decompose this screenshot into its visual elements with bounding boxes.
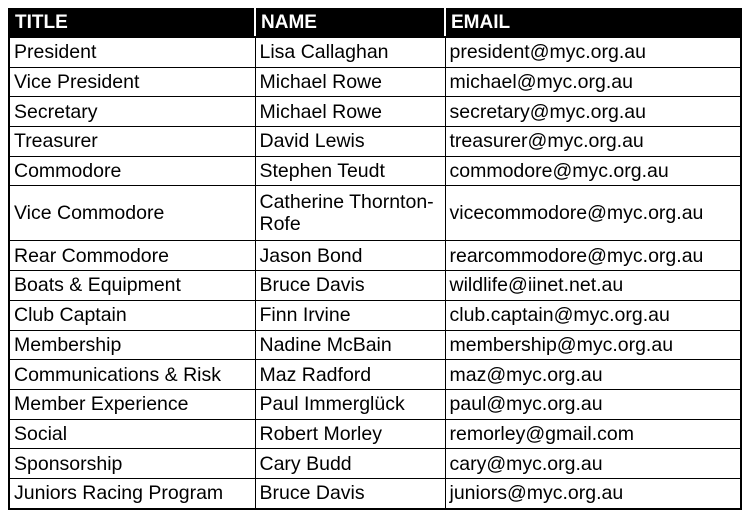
cell-email: cary@myc.org.au bbox=[445, 449, 741, 479]
table-row bbox=[9, 241, 741, 271]
cell-email: vicecommodore@myc.org.au bbox=[445, 186, 741, 241]
cell-email: rearcommodore@myc.org.au bbox=[445, 241, 741, 271]
cell-name: Robert Morley bbox=[255, 419, 445, 449]
cell-email: juniors@myc.org.au bbox=[445, 478, 741, 508]
cell-name: David Lewis bbox=[255, 127, 445, 157]
cell-title: Vice President bbox=[9, 67, 255, 97]
cell-email: president@myc.org.au bbox=[445, 37, 741, 67]
committee-table bbox=[8, 8, 742, 510]
table-row bbox=[9, 389, 741, 419]
table-row bbox=[9, 478, 741, 508]
cell-name: Maz Radford bbox=[255, 360, 445, 390]
cell-name: Jason Bond bbox=[255, 241, 445, 271]
table-row bbox=[9, 97, 741, 127]
cell-email: club.captain@myc.org.au bbox=[445, 300, 741, 330]
cell-name: Stephen Teudt bbox=[255, 156, 445, 186]
table-row bbox=[9, 37, 741, 67]
table-row bbox=[9, 186, 741, 241]
header-title: TITLE bbox=[9, 9, 255, 37]
cell-title: Membership bbox=[9, 330, 255, 360]
header-name: NAME bbox=[255, 9, 445, 37]
cell-title: Juniors Racing Program bbox=[9, 478, 255, 508]
cell-name: Bruce Davis bbox=[255, 271, 445, 301]
cell-title: Club Captain bbox=[9, 300, 255, 330]
table-row bbox=[9, 127, 741, 157]
table-row bbox=[9, 300, 741, 330]
cell-name: Michael Rowe bbox=[255, 97, 445, 127]
cell-title: Sponsorship bbox=[9, 449, 255, 479]
cell-email: paul@myc.org.au bbox=[445, 389, 741, 419]
table-row bbox=[9, 330, 741, 360]
cell-email: maz@myc.org.au bbox=[445, 360, 741, 390]
cell-title: Secretary bbox=[9, 97, 255, 127]
cell-title: Boats & Equipment bbox=[9, 271, 255, 301]
header-row bbox=[9, 9, 741, 37]
cell-title: Member Experience bbox=[9, 389, 255, 419]
cell-title: President bbox=[9, 37, 255, 67]
cell-title: Vice Commodore bbox=[9, 186, 255, 241]
cell-email: treasurer@myc.org.au bbox=[445, 127, 741, 157]
table-row bbox=[9, 156, 741, 186]
cell-email: michael@myc.org.au bbox=[445, 67, 741, 97]
cell-name: Nadine McBain bbox=[255, 330, 445, 360]
table-header bbox=[9, 9, 741, 37]
cell-email: remorley@gmail.com bbox=[445, 419, 741, 449]
table-row bbox=[9, 419, 741, 449]
cell-email: commodore@myc.org.au bbox=[445, 156, 741, 186]
cell-name: Michael Rowe bbox=[255, 67, 445, 97]
cell-title: Social bbox=[9, 419, 255, 449]
cell-name: Catherine Thornton-Rofe bbox=[255, 186, 445, 241]
cell-name: Lisa Callaghan bbox=[255, 37, 445, 67]
cell-name: Bruce Davis bbox=[255, 478, 445, 508]
cell-email: membership@myc.org.au bbox=[445, 330, 741, 360]
cell-name: Paul Immerglück bbox=[255, 389, 445, 419]
header-email: EMAIL bbox=[445, 9, 741, 37]
cell-title: Commodore bbox=[9, 156, 255, 186]
cell-title: Treasurer bbox=[9, 127, 255, 157]
cell-title: Rear Commodore bbox=[9, 241, 255, 271]
table-row bbox=[9, 449, 741, 479]
table-body bbox=[9, 37, 741, 509]
cell-name: Cary Budd bbox=[255, 449, 445, 479]
cell-email: secretary@myc.org.au bbox=[445, 97, 741, 127]
cell-name: Finn Irvine bbox=[255, 300, 445, 330]
table-row bbox=[9, 271, 741, 301]
cell-title: Communications & Risk bbox=[9, 360, 255, 390]
table-row bbox=[9, 67, 741, 97]
table-row bbox=[9, 360, 741, 390]
cell-email: wildlife@iinet.net.au bbox=[445, 271, 741, 301]
